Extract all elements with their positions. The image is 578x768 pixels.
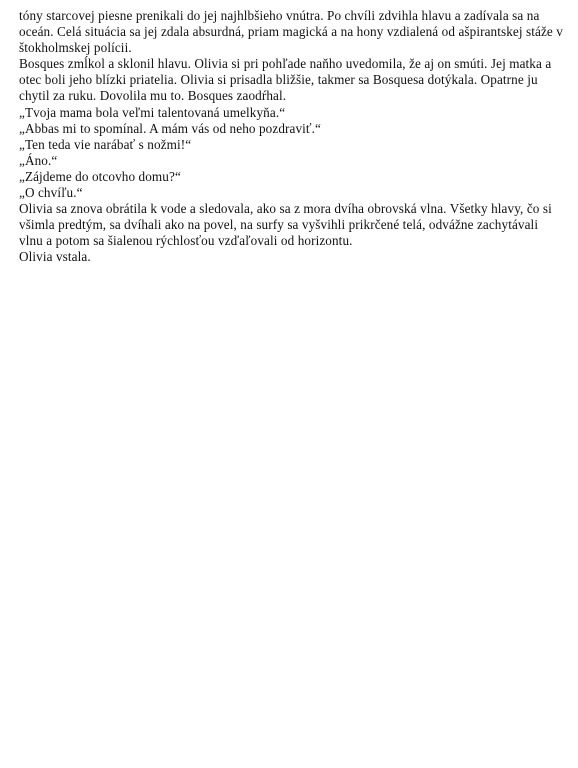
dialogue-line: „Zájdeme do otcovho domu?“ <box>19 168 181 184</box>
dialogue-line: „Ten teda vie narábať s nožmi!“ <box>19 136 192 152</box>
dialogue-line: „Tvoja mama bola veľmi talentovaná umelkyňa.“ <box>19 104 286 120</box>
dialogue-line: „O chvíľu.“ <box>19 185 83 201</box>
dialogue-line: „Abbas mi to spomínal. A mám vás od neho pozdraviť.“ <box>19 120 322 136</box>
paragraph: tóny starcovej piesne prenikali do jej najhlbšieho vnútra. Po chvíli zdvihla hlavu a zadívala sa na oceán. Celá situácia sa jej zdala absurdná, priam magická a na hony vzdialená od ašpirantskej stáže v štokholmskej polícii. <box>19 8 563 56</box>
paragraph: Bosques zmĺkol a sklonil hlavu. Olivia si pri pohľade naňho uvedomila, že aj on smúti. Jej matka a otec boli jeho blízki priatelia. Olivia si prisadla bližšie, takmer sa Bosquesa dotýkala. Opatrne ju chytil za ruku. Dovolila mu to. Bosques zaodŕhal. <box>19 56 552 104</box>
dialogue-line: „Áno.“ <box>19 152 58 168</box>
paragraph: Olivia vstala. <box>19 249 91 265</box>
body-text <box>19 8 564 266</box>
paragraph: Olivia sa znova obrátila k vode a sledovala, ako sa z mora dvíha obrovská vlna. Všetky hlavy, čo si všimla predtým, sa dvíhali ako na povel, na surfy sa vyšvihli prikrčené telá, odvážne zachytávali vlnu a potom sa šialenou rýchlosťou vzďaľovali od horizontu. <box>19 201 552 249</box>
